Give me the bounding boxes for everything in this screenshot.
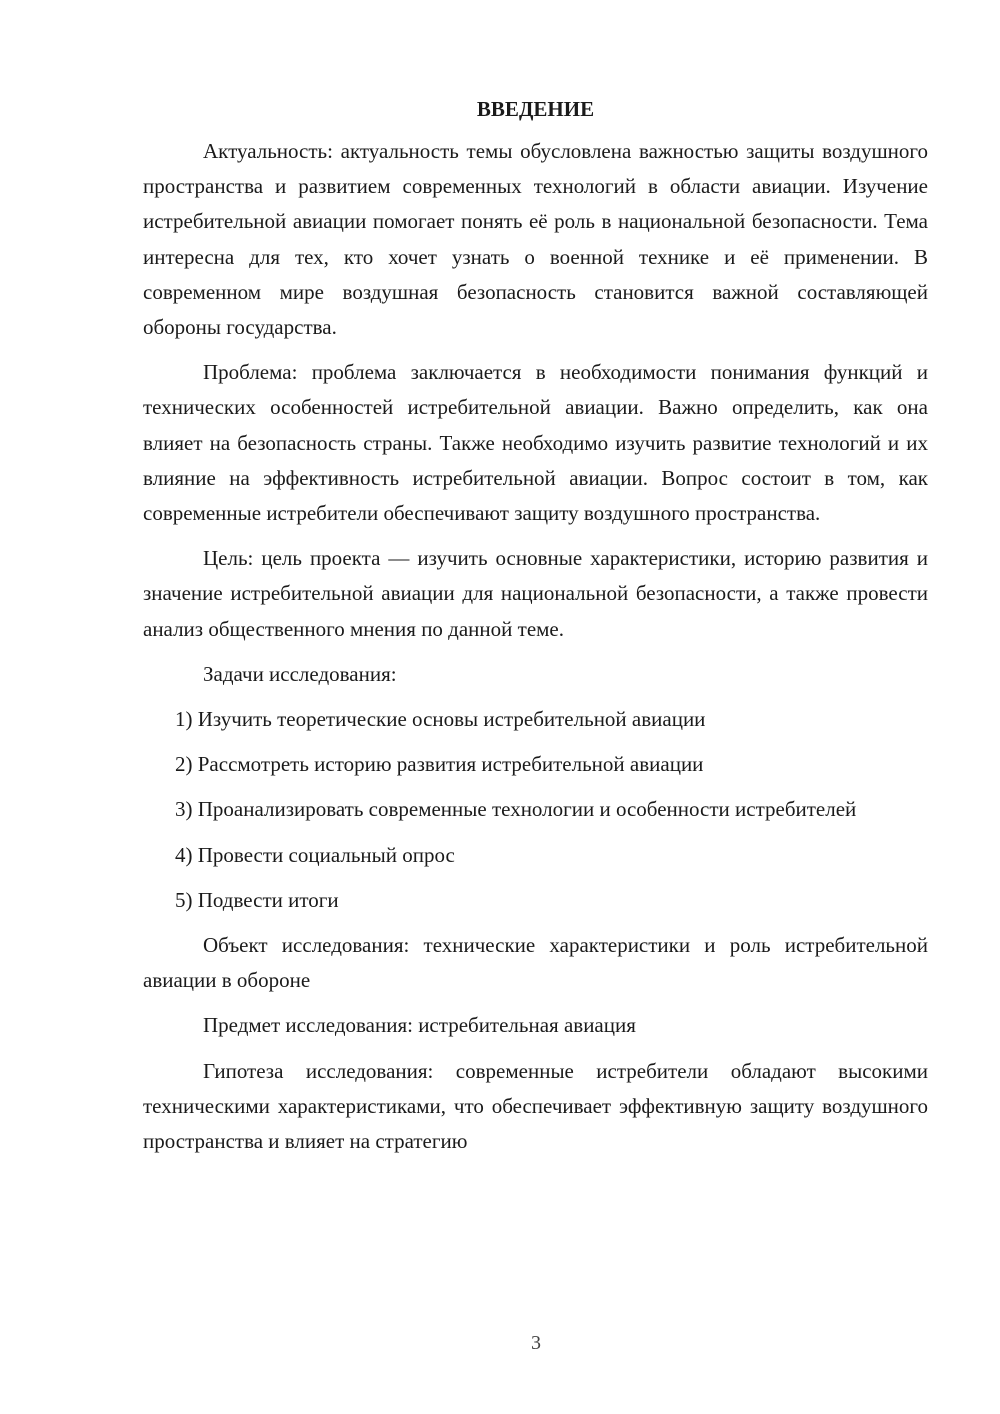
task-item: 1) Изучить теоретические основы истребительной авиации — [175, 707, 706, 732]
problem-paragraph: Проблема: проблема заключается в необходимости понимания функций и технических особенностей истребительной авиации. Важно определить, как она влияет на безопасность страны. Также необходимо изучить развитие технологий и их влияние на эффективность истребительной авиации. Вопрос состоит в том, как современные истребители обеспечивают защиту воздушного пространства. — [143, 360, 928, 526]
object-paragraph: Объект исследования: технические характеристики и роль истребительной авиации в обороне — [143, 933, 928, 993]
task-item: 4) Провести социальный опрос — [175, 842, 455, 867]
task-item: 5) Подвести итоги — [175, 887, 339, 912]
page-number: 3 — [531, 1332, 541, 1354]
tasks-title: Задачи исследования: — [203, 661, 397, 686]
section-heading: ВВЕДЕНИЕ — [476, 97, 595, 121]
relevance-paragraph: Актуальность: актуальность темы обусловлена важностью защиты воздушного пространства и развитием современных технологий в области авиации. Изучение истребительной авиации помогает понять её роль в национальной безопасности. Тема интересна для тех, кто хочет узнать о военной технике и её применении. В современном мире воздушная безопасность становится важной составляющей обороны государства. — [143, 139, 928, 340]
task-item: 2) Рассмотреть историю развития истребительной авиации — [175, 752, 704, 777]
page-content — [143, 92, 928, 1169]
task-item: 3) Проанализировать современные технологии и особенности истребителей — [175, 797, 857, 822]
hypothesis-paragraph: Гипотеза исследования: современные истребители обладают высокими техническими характеристиками, что обеспечивает эффективную защиту воздушного пространства и влияет на стратегию — [143, 1058, 928, 1154]
subject-paragraph: Предмет исследования: истребительная авиация — [203, 1013, 636, 1038]
goal-paragraph: Цель: цель проекта — изучить основные характеристики, историю развития и значение истребительной авиации для национальной безопасности, а также провести анализ общественного мнения по данной теме. — [143, 546, 928, 641]
